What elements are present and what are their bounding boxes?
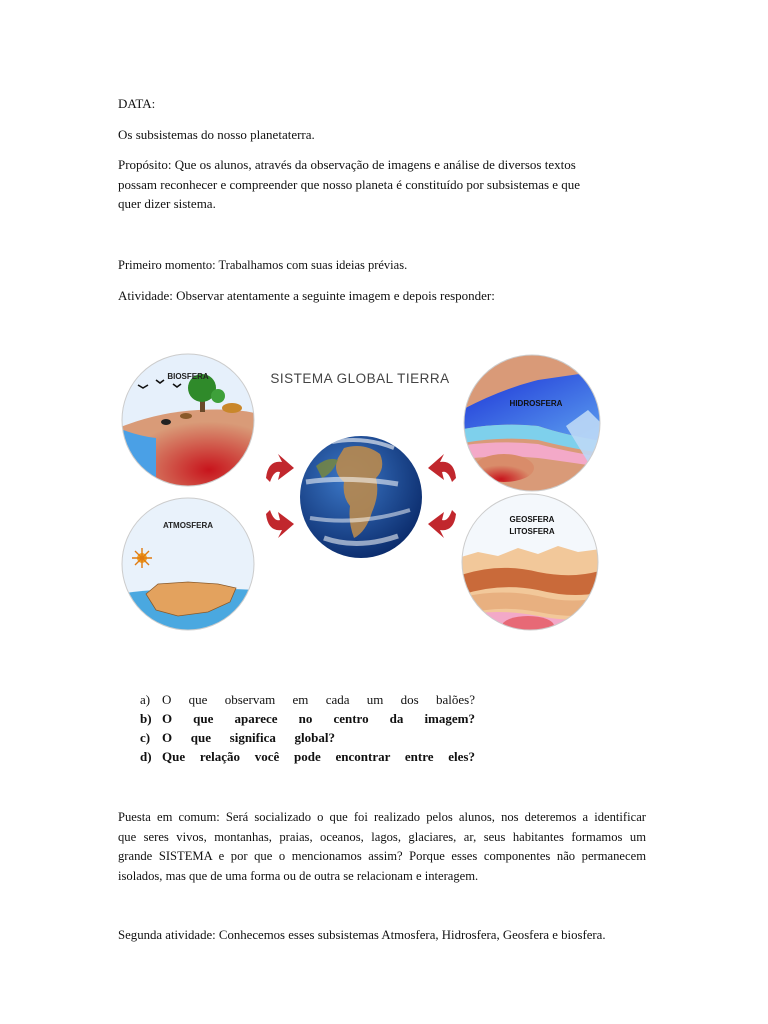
common-line: isolados, mas que de uma forma ou de outra se relacionam e interagem. — [118, 868, 479, 883]
geosfera-label: GEOSFERA — [509, 515, 555, 524]
date-label: DATA: — [118, 96, 156, 111]
arrow-icon — [428, 454, 456, 482]
atmosfera-balloon — [118, 490, 258, 640]
question-item — [140, 747, 475, 766]
question-letter: d) — [140, 749, 152, 764]
common-line: grande SISTEMA e por que o mencionamos assim? Porque esses componentes não permanecem — [118, 849, 646, 863]
earth-globe — [300, 436, 422, 558]
question-item — [140, 690, 475, 709]
question-item — [140, 728, 335, 747]
common-line: que seres vivos, montanhas, praias, oceanos, lagos, glaciares, ar, seus habitantes formamos um — [118, 829, 646, 844]
litosfera-label: LITOSFERA — [509, 527, 555, 536]
biosfera-balloon — [118, 350, 258, 490]
question-text: Que relação você pode encontrar entre eles? — [162, 749, 475, 764]
hidrosfera-label: HIDROSFERA — [509, 399, 563, 408]
question-text: O que aparece no centro da imagem? — [162, 711, 475, 726]
arrow-icon — [266, 510, 294, 538]
doc-title: Os subsistemas do nosso planetaterra. — [118, 127, 315, 142]
arrow-icon — [266, 454, 294, 482]
purpose-line: Propósito: Que os alunos, através da observação de imagens e análise de diversos textos — [118, 157, 576, 172]
first-moment: Primeiro momento: Trabalhamos com suas ideias prévias. — [118, 258, 408, 272]
purpose-line: quer dizer sistema. — [118, 196, 216, 211]
common-paragraph — [118, 808, 646, 886]
second-activity: Segunda atividade: Conhecemos esses subsistemas Atmosfera, Hidrosfera, Geosfera e biosfera. — [118, 928, 606, 942]
question-letter: b) — [140, 711, 152, 726]
atmosfera-label: ATMOSFERA — [162, 521, 214, 530]
activity-instruction: Atividade: Observar atentamente a seguinte imagem e depois responder: — [118, 288, 495, 303]
geosfera-balloon — [458, 490, 604, 640]
common-line: Puesta em comum: Será socializado o que foi realizado pelos alunos, nos deteremos a identificar — [118, 810, 646, 824]
question-list — [140, 690, 475, 766]
arrow-icon — [428, 510, 456, 538]
figure-title: SISTEMA GLOBAL TIERRA — [270, 371, 450, 386]
hidrosfera-balloon — [458, 350, 604, 500]
question-letter: a) — [140, 692, 151, 707]
question-item — [140, 709, 475, 728]
question-text: O que significa global? — [162, 730, 335, 745]
question-letter: c) — [140, 730, 151, 745]
question-text: O que observam em cada um dos balões? — [162, 692, 475, 707]
purpose-paragraph — [118, 155, 648, 214]
purpose-line: possam reconhecer e compreender que nosso planeta é constituído por subsistemas e que — [118, 176, 581, 192]
biosfera-label: BIOSFERA — [167, 372, 209, 381]
earth-system-figure — [118, 350, 604, 642]
